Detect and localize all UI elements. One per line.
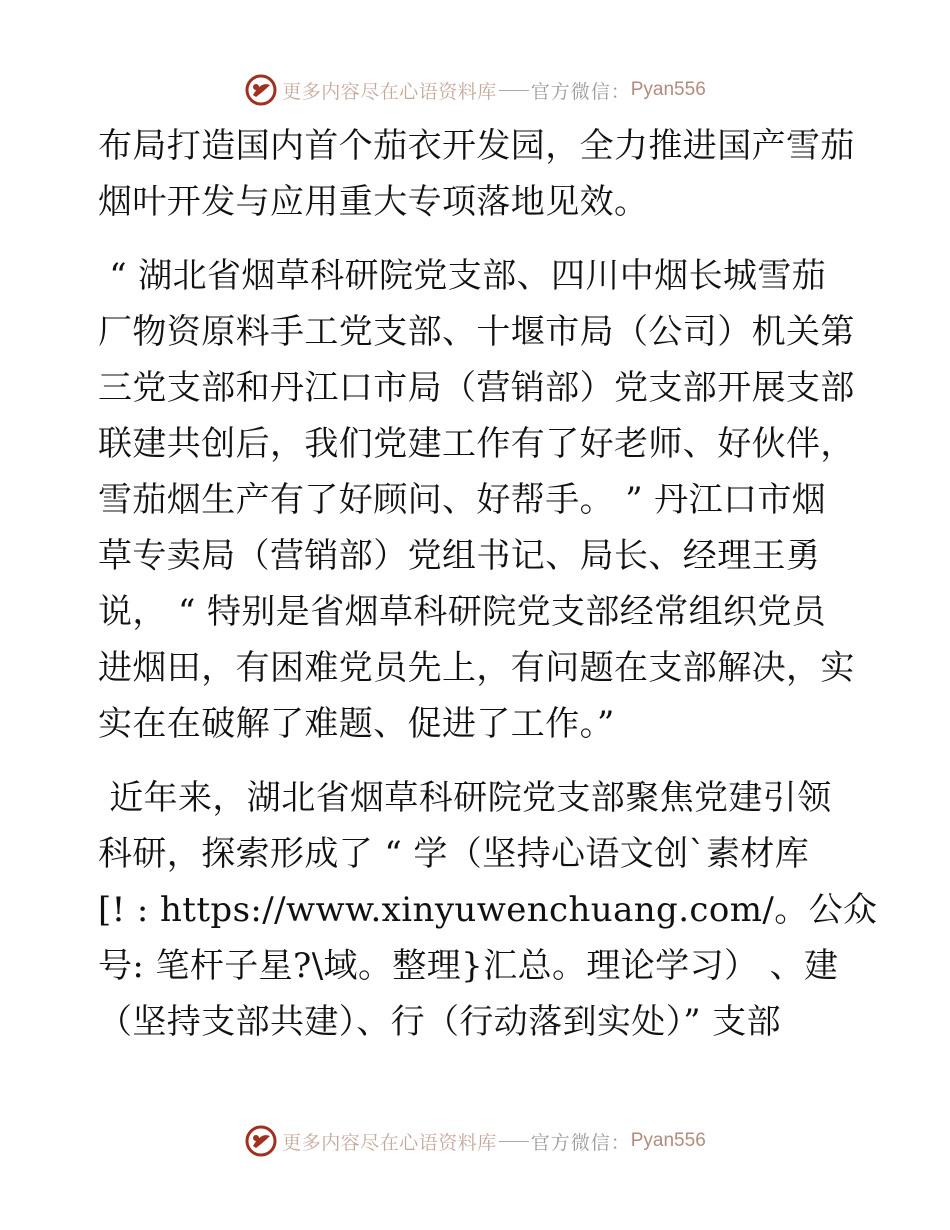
text-line: 布局打造国内首个茄衣开发园，全力推进国产雪茄	[98, 126, 855, 166]
document-body	[98, 118, 878, 1050]
footer-watermark	[0, 1121, 950, 1161]
text-line: （坚持支部共建）、行（行动落到实处）” 支部	[98, 1002, 781, 1042]
brand-logo-icon	[244, 1124, 278, 1158]
paragraph	[98, 248, 854, 752]
header-label: 官方微信：	[530, 80, 631, 103]
header-dash	[499, 90, 529, 91]
text-line: 实在在破解了难题、促进了工作。”	[98, 704, 615, 744]
header-wechat-id: Pyan556	[630, 79, 706, 100]
text-line: 号: 笔杆子星?\域。整理}汇总。理论学习） 、建	[98, 946, 839, 986]
text-line: 烟叶开发与应用重大专项落地见效。	[98, 182, 649, 222]
text-line: 三党支部和丹江口市局（营销部）党支部开展支部	[98, 368, 855, 408]
text-line: 厂物资原料手工党支部、十堰市局（公司）机关第	[98, 312, 855, 352]
text-line: “ 湖北省烟草科研院党支部、四川中烟长城雪茄	[98, 256, 827, 296]
text-line: [! : https://www.xinyuwenchuang.com/。公众	[98, 890, 878, 930]
footer-lead-text: 更多内容尽在心语资料库	[282, 1131, 497, 1154]
footer-wechat-id: Pyan556	[630, 1130, 706, 1151]
paragraph	[98, 770, 878, 1050]
text-line: 说， “ 特别是省烟草科研院党支部经常组织党员	[98, 592, 827, 632]
text-line: 科研，探索形成了 “ 学（坚持心语文创`素材库	[98, 834, 810, 874]
footer-label: 官方微信：	[530, 1131, 631, 1154]
header-watermark	[0, 70, 950, 110]
text-line: 草专卖局（营销部）党组书记、局长、经理王勇	[98, 536, 821, 576]
footer-dash	[499, 1141, 529, 1142]
text-line: 雪茄烟生产有了好顾问、好帮手。 ” 丹江口市烟	[98, 480, 827, 520]
header-lead-text: 更多内容尽在心语资料库	[282, 80, 497, 103]
brand-logo-icon	[244, 73, 278, 107]
text-line: 近年来，湖北省烟草科研院党支部聚焦党建引领	[98, 778, 832, 818]
text-line: 进烟田，有困难党员先上，有问题在支部解决，实	[98, 648, 855, 688]
paragraph	[98, 118, 854, 230]
text-line: 联建共创后，我们党建工作有了好老师、好伙伴，	[98, 424, 855, 464]
